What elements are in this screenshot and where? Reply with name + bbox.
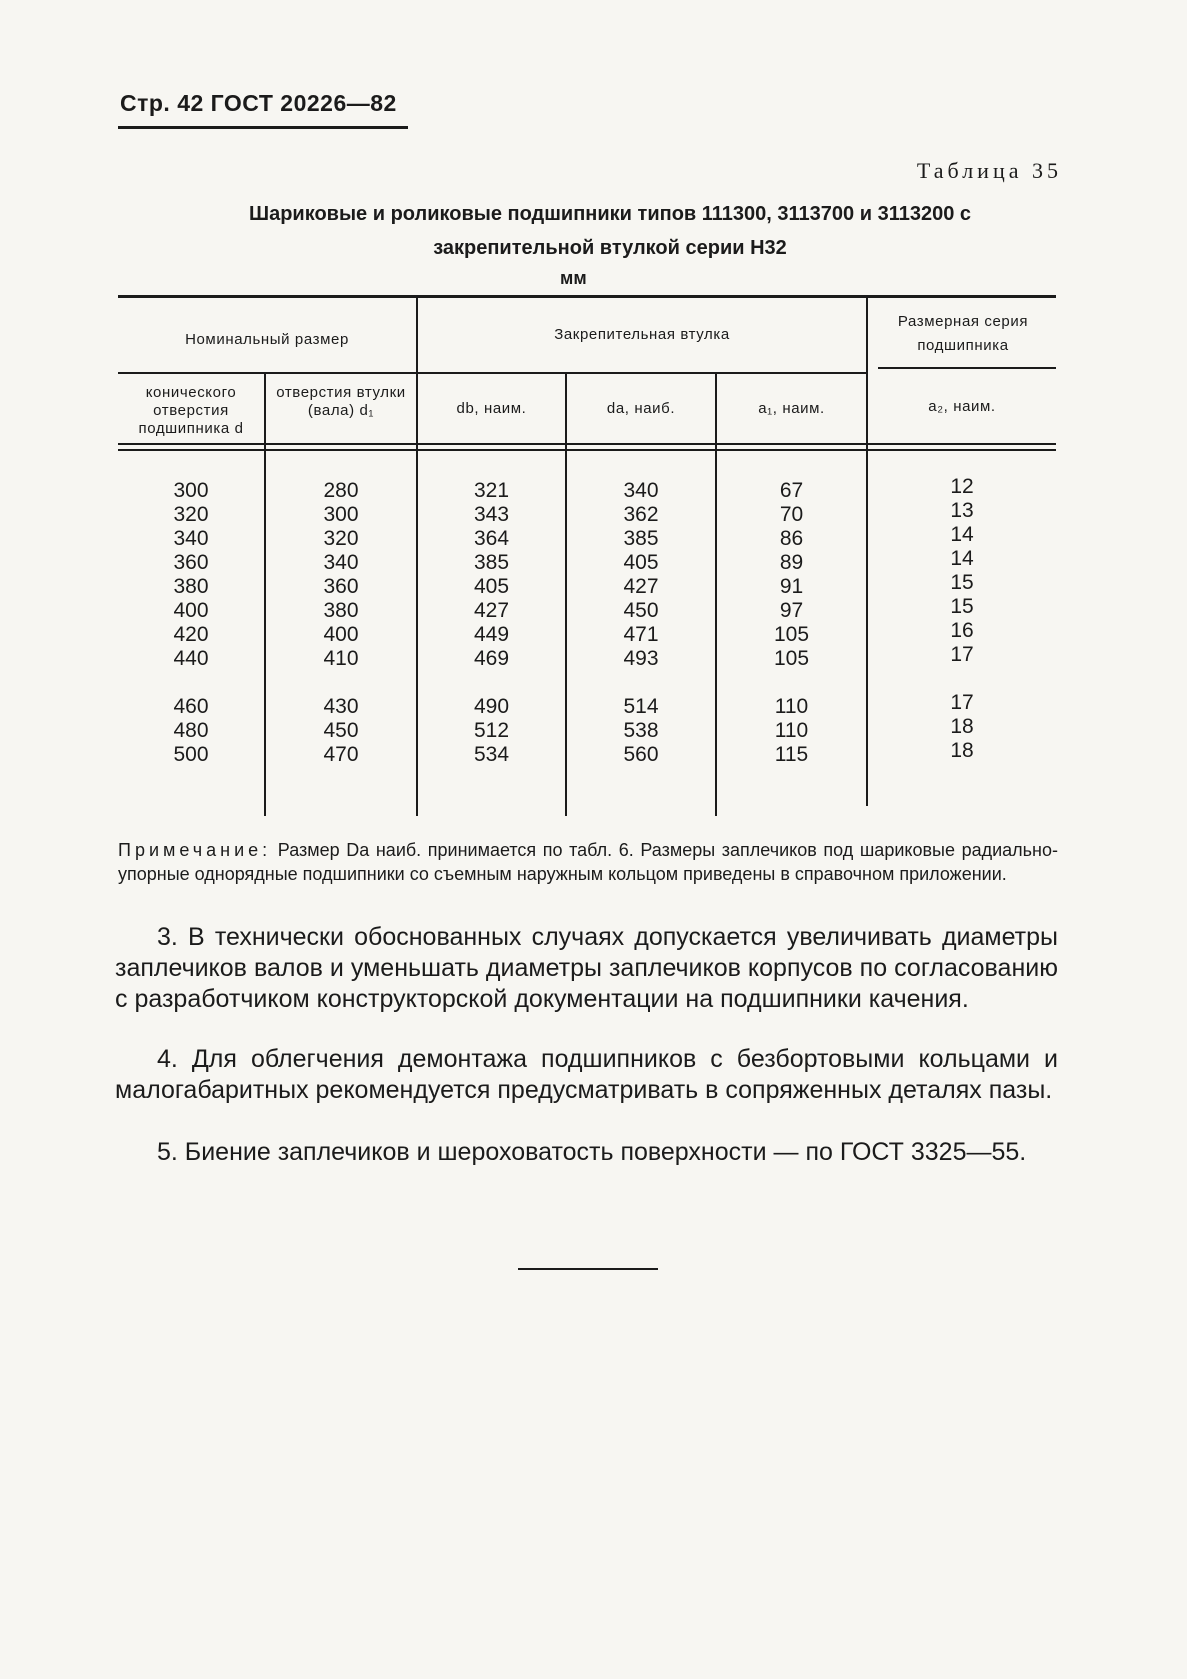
header-bottom-rule-1 xyxy=(118,443,1056,445)
cell-conical-bore: 440 xyxy=(173,647,209,670)
cell-conical-bore: 340 xyxy=(173,527,209,550)
cell-a2: 17 xyxy=(950,643,974,666)
cell-db: 343 xyxy=(473,503,510,526)
cell-sleeve-bore: 320 xyxy=(323,527,359,550)
cell-sleeve-bore: 380 xyxy=(323,599,359,622)
group-header-nominal: Номинальный размер xyxy=(185,331,349,348)
cell-conical-bore: 500 xyxy=(173,743,209,766)
cell-a1: 97 xyxy=(779,599,804,622)
cell-a1: 105 xyxy=(773,623,810,646)
header-rule xyxy=(118,126,408,129)
cell-sleeve-bore: 400 xyxy=(323,623,359,646)
col-header-a2: a₂, наим. xyxy=(928,398,996,415)
note-label: Примечание: xyxy=(118,840,272,860)
cell-conical-bore: 420 xyxy=(173,623,209,646)
cell-a2: 16 xyxy=(950,619,974,642)
cell-db: 534 xyxy=(473,743,510,766)
table-title: Шариковые и роликовые подшипники типов 111300, 3113700 и 3113200 с закрепительной втулкой серии Н32 xyxy=(248,203,972,259)
cell-da: 493 xyxy=(623,647,659,670)
cell-da: 427 xyxy=(623,575,659,598)
group-header-sleeve: Закрепительная втулка xyxy=(554,326,730,343)
cell-a1: 110 xyxy=(774,719,809,742)
table-note xyxy=(118,838,1058,886)
table-label: Таблица 35 xyxy=(916,158,1062,183)
cell-sleeve-bore: 300 xyxy=(323,503,359,526)
cell-a2: 18 xyxy=(950,715,974,738)
note-text: Размер Dа наиб. принимается по табл. 6. Размеры заплечиков под шариковые радиально-упорные однорядные подшипники со съемным наружным кольцом приведены в справочном приложении. xyxy=(118,840,1058,884)
cell-conical-bore: 320 xyxy=(173,503,209,526)
cell-conical-bore: 380 xyxy=(173,575,209,598)
cell-da: 450 xyxy=(623,599,659,622)
cell-db: 512 xyxy=(473,719,510,742)
cell-conical-bore: 300 xyxy=(173,479,209,502)
cell-sleeve-bore: 280 xyxy=(323,479,359,502)
cell-sleeve-bore: 470 xyxy=(323,743,359,766)
col-header-conical-bore: конического отверстия подшипника d xyxy=(138,384,244,437)
cell-a1: 86 xyxy=(779,527,804,550)
cell-a1: 67 xyxy=(779,479,804,502)
paragraph-5: 5. Биение заплечиков и шероховатость поверхности — по ГОСТ 3325—55. xyxy=(157,1138,1027,1166)
cell-conical-bore: 360 xyxy=(173,551,209,574)
cell-db: 364 xyxy=(473,527,510,550)
cell-db: 427 xyxy=(473,599,510,622)
cell-da: 514 xyxy=(623,695,659,718)
cell-a2: 17 xyxy=(950,691,974,714)
cell-da: 471 xyxy=(623,623,659,646)
end-rule xyxy=(518,1268,658,1270)
cell-db: 321 xyxy=(473,479,510,502)
cell-a1: 70 xyxy=(779,503,804,526)
cell-conical-bore: 460 xyxy=(173,695,209,718)
cell-db: 449 xyxy=(473,623,510,646)
cell-a2: 14 xyxy=(950,547,974,570)
cell-conical-bore: 480 xyxy=(173,719,209,742)
cell-da: 560 xyxy=(623,743,659,766)
page-header: Стр. 42 ГОСТ 20226—82 xyxy=(120,90,397,116)
cell-sleeve-bore: 410 xyxy=(323,647,359,670)
cell-da: 362 xyxy=(623,503,659,526)
cell-a1: 105 xyxy=(773,647,810,670)
col-header-db: db, наим. xyxy=(456,400,527,417)
col-header-da: da, наиб. xyxy=(606,400,676,417)
table-unit: мм xyxy=(560,268,587,288)
cell-db: 469 xyxy=(473,647,510,670)
cell-da: 538 xyxy=(623,719,659,742)
cell-a2: 14 xyxy=(950,523,974,546)
cell-da: 340 xyxy=(623,479,659,502)
col-header-a1: a₁, наим. xyxy=(758,400,825,417)
header-bottom-rule-2 xyxy=(118,449,1056,451)
cell-conical-bore: 400 xyxy=(173,599,209,622)
col-header-sleeve-bore: отверстия втулки (вала) d₁ xyxy=(276,384,406,419)
cell-db: 490 xyxy=(473,695,510,718)
cell-db: 385 xyxy=(473,551,510,574)
cell-a2: 18 xyxy=(950,739,974,762)
header-sub-rule-left xyxy=(118,372,866,374)
cell-a2: 15 xyxy=(950,571,974,594)
paragraph-4: 4. Для облегчения демонтажа подшипников с безбортовыми кольцами и малогабаритных рекомендуется предусматривать в сопряженных деталях пазы. xyxy=(115,1045,1058,1104)
cell-db: 405 xyxy=(473,575,510,598)
cell-da: 405 xyxy=(623,551,659,574)
cell-sleeve-bore: 340 xyxy=(323,551,359,574)
header-sub-rule-right xyxy=(878,367,1056,369)
cell-da: 385 xyxy=(623,527,659,550)
cell-a1: 91 xyxy=(779,575,804,598)
cell-a2: 13 xyxy=(950,499,974,522)
cell-sleeve-bore: 360 xyxy=(323,575,359,598)
group-header-series: Размерная серия подшипника xyxy=(897,313,1029,354)
cell-sleeve-bore: 450 xyxy=(323,719,359,742)
cell-a2: 12 xyxy=(950,475,974,498)
cell-sleeve-bore: 430 xyxy=(323,695,359,718)
cell-a1: 115 xyxy=(774,743,809,766)
cell-a1: 89 xyxy=(779,551,804,574)
cell-a1: 110 xyxy=(774,695,809,718)
cell-a2: 15 xyxy=(950,595,974,618)
paragraph-3: 3. В технически обоснованных случаях допускается увеличивать диаметры заплечиков валов и уменьшать диаметры заплечиков корпусов по согласованию с разработчиком конструкторской документации на подшипники качения. xyxy=(115,923,1058,1013)
table-top-rule xyxy=(118,295,1056,298)
